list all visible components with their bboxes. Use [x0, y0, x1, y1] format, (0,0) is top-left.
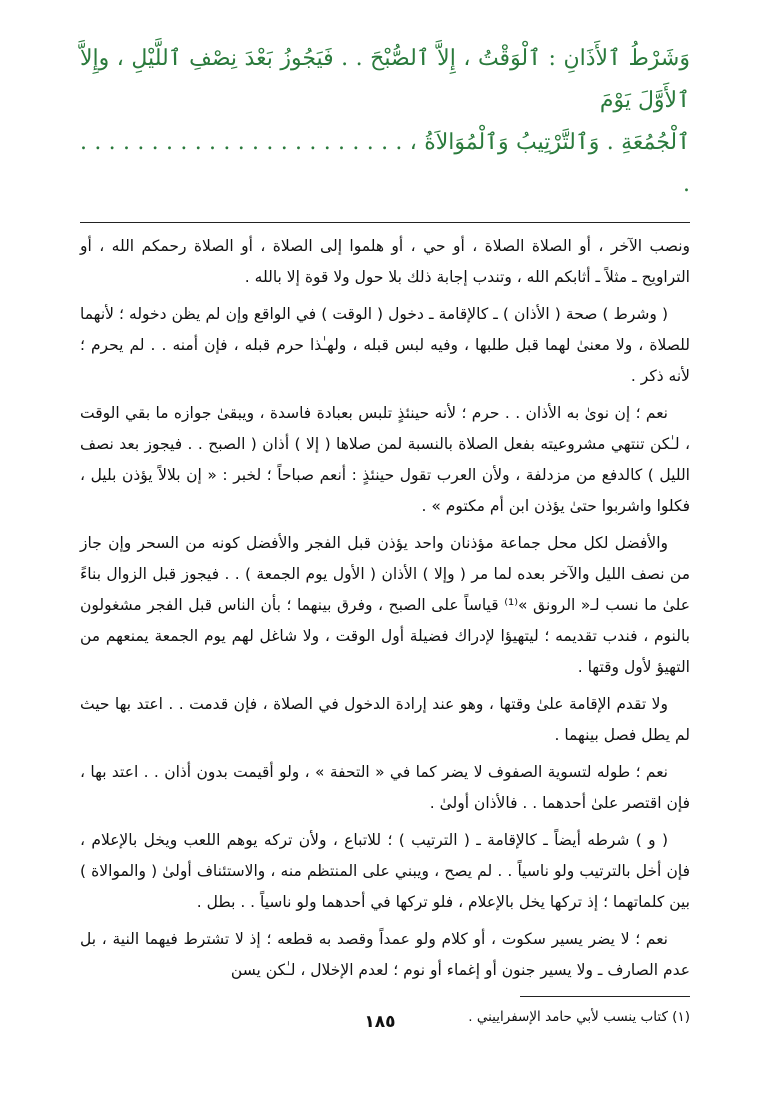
matn-separator: [80, 222, 690, 223]
commentary-paragraph: نعم ؛ لا يضر يسير سكوت ، أو كلام ولو عمداً وقصد به قطعه ؛ إذ لا تشترط فيهما النية ، بل عدم الصارف ـ ولا يسير جنون أو إغماء أو نوم ؛ لعدم الإخلال ، لـٰكن يسن: [80, 930, 690, 979]
matn-line-2-text: ٱلْجُمُعَةِ . وَٱلتَّرْتِيبُ وَٱلْمُوَالاَةُ ،: [409, 130, 690, 155]
commentary-block: [80, 231, 690, 986]
commentary-paragraph: ( وشرط ) صحة ( الأذان ) ـ كالإقامة ـ دخول ( الوقت ) في الواقع وإن لم يظن دخوله ؛ لأنهما للصلاة ، ولا معنىٰ لهما قبل طلبها ، وفيه لبس قبله ، ولهـٰذا حرم قبله ، فإن أمنه . . لم يحرم ؛ لأنه ذكر .: [80, 305, 690, 385]
matn-line-1: وَشَرْطُ ٱلأَذَانِ : ٱلْوَقْتُ ، إِلاَّ ٱلصُّبْحَ . . فَيَجُوزُ بَعْدَ نِصْفِ ٱللَّيْلِ ، وإِلاَّ ٱلأَوَّلَ يَوْمَ: [80, 46, 690, 113]
footnote: (١) كتاب ينسب لأبي حامد الإسفراييني .: [468, 1009, 690, 1025]
commentary-paragraph: ونصب الآخر ، أو الصلاة الصلاة ، أو حي ، أو هلموا إلى الصلاة ، أو الصلاة رحمكم الله ، أو التراويح ـ مثلاً ـ أثابكم الله ، وتندب إجابة ذلك بلا حول ولا قوة إلا بالله .: [80, 237, 690, 286]
page-number: ١٨٥: [364, 1012, 396, 1032]
commentary-paragraph: والأفضل لكل محل جماعة مؤذنان واحد يؤذن قبل الفجر والأفضل كونه من السحر وإن جاز من نصف الليل والآخر بعده لما مر ( وإلا ) الأذان ( الأول يوم الجمعة ) . . فيجوز قبل الزوال بناءً علىٰ ما نسب لـ« الرونق »⁽¹⁾ قياساً على الصبح ، وفرق بينهما ؛ بأن الناس قبل الفجر مشغولون بالنوم ، فندب تقديمه ؛ ليتهيؤا لإدراك فضيلة أول الوقت ، ولا شاغل لهم يوم الجمعة يمنعهم من التهيؤ لأول وقتها .: [80, 534, 690, 676]
commentary-paragraph: نعم ؛ إن نوىٰ به الأذان . . حرم ؛ لأنه حينئذٍ تلبس بعبادة فاسدة ، ويبقىٰ جوازه ما بقي الوقت ، لـٰكن تنتهي مشروعيته بفعل الصلاة بالنسبة لمن صلاها ( إلا ) أذان ( الصبح . . فيجوز بعد نصف الليل ) كالدفع من مزدلفة ، ولأن العرب تقول حينئذٍ : أنعم صباحاً ؛ لخبر : « إن بلالاً يؤذن بليل ، فكلوا واشربوا حتىٰ يؤذن ابن أم مكتوم » .: [80, 404, 690, 515]
matn-line-2: [80, 122, 690, 206]
matn-dots: . . . . . . . . . . . . . . . . . . . . . . . .: [80, 130, 690, 197]
commentary-paragraph: ولا تقدم الإقامة علىٰ وقتها ، وهو عند إرادة الدخول في الصلاة ، فإن قدمت . . اعتد بها حيث لم يطل فصل بينهما .: [80, 695, 690, 744]
commentary-paragraph: نعم ؛ طوله لتسوية الصفوف لا يضر كما في « التحفة » ، ولو أقيمت بدون أذان . . اعتد بها ، فإن اقتصر علىٰ أحدهما . . فالأذان أولىٰ .: [80, 763, 690, 812]
commentary-paragraph: ( و ) شرطه أيضاً ـ كالإقامة ـ ( الترتيب ) ؛ للاتباع ، ولأن تركه يوهم اللعب ويخل بالإعلام ، فإن أخل بالترتيب ولو ناسياً . . لم يصح ، ويبني على المنتظم منه ، والاستئناف أولىٰ ( والموالاة ) بين كلماتهما ؛ إذ تركها يخل بالإعلام ، فلو تركها في أحدهما ولو ناسياً . . بطل .: [80, 831, 690, 911]
matn-block: [80, 38, 690, 206]
footnote-separator: [520, 996, 690, 997]
